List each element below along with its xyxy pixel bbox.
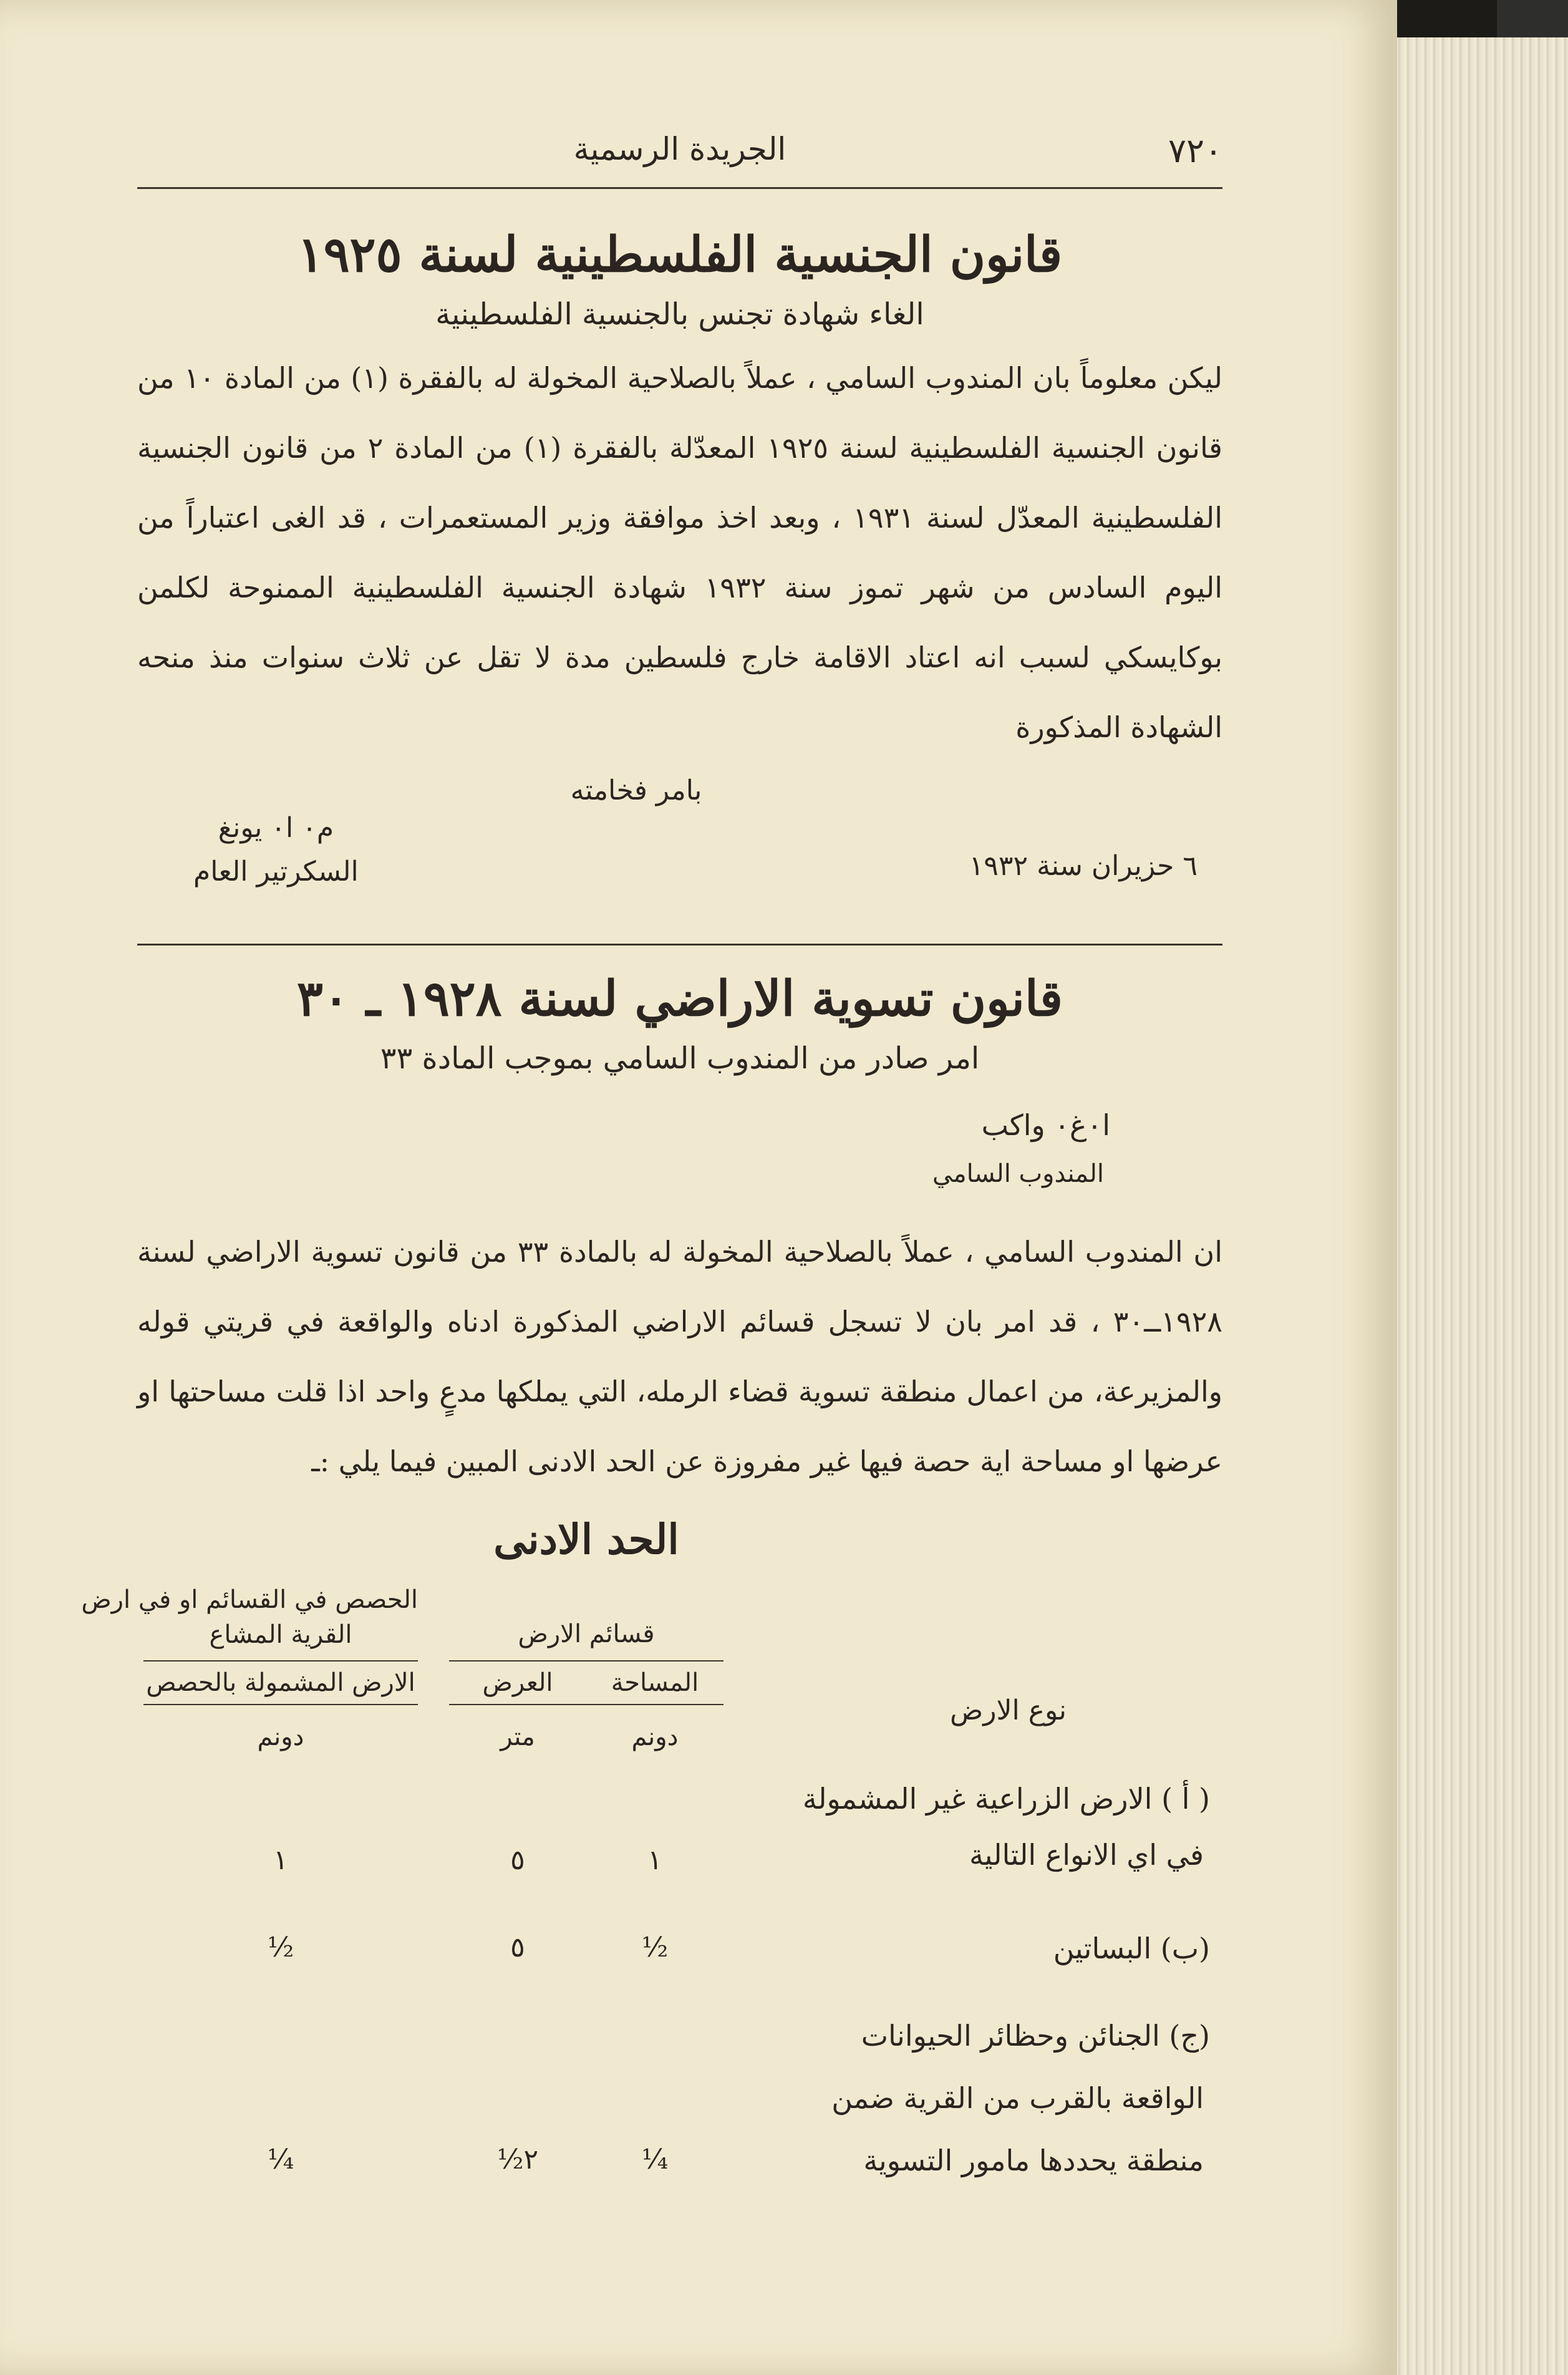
page-content xyxy=(81,106,1222,2331)
shares-group-header xyxy=(81,1582,418,1652)
row-c-shares: ¼ xyxy=(267,2144,294,2175)
row-c-area: ¼ xyxy=(641,2144,669,2175)
row-c-width: ٢½ xyxy=(496,2144,539,2175)
width-unit: متر xyxy=(500,1723,535,1751)
row-c-label-cont2: منطقة يحددها مامور التسوية xyxy=(863,2144,1204,2177)
signatory xyxy=(193,806,359,894)
signer-name: ا٠غ٠ واكب xyxy=(981,1108,1110,1142)
area-unit: دونم xyxy=(631,1723,679,1751)
shares-unit: دونم xyxy=(257,1723,304,1751)
shares-land-header: الارض المشمولة بالحصص xyxy=(146,1668,415,1697)
signatory-name: م٠ ا٠ يونغ xyxy=(218,812,334,844)
row-c-label: (ج) الجنائن وحظائر الحيوانات xyxy=(861,2019,1210,2053)
section-divider xyxy=(137,944,1222,946)
row-b-label: (ب) البساتين xyxy=(1053,1932,1210,1965)
running-header xyxy=(137,106,1222,189)
row-a-shares: ١ xyxy=(273,1844,288,1876)
by-order-line: بامر فخامته xyxy=(570,775,702,806)
row-b-shares: ½ xyxy=(267,1932,294,1963)
width-header: العرض xyxy=(482,1668,553,1697)
signatory-title: السكرتير العام xyxy=(193,856,359,888)
page-number: ٧٢٠ xyxy=(1168,131,1222,170)
section1-title: قانون الجنسية الفلسطينية لسنة ١٩٢٥ xyxy=(297,226,1063,283)
notice-date: ٦ حزيران سنة ١٩٣٢ xyxy=(969,850,1198,882)
row-a-area: ١ xyxy=(647,1844,662,1876)
signer-title: المندوب السامي xyxy=(932,1159,1104,1188)
parcels-header-rule xyxy=(449,1660,724,1662)
row-a-label: ( أ ) الارض الزراعية غير المشمولة xyxy=(802,1782,1210,1816)
row-c-label-cont1: الواقعة بالقرب من القرية ضمن xyxy=(831,2081,1204,2115)
row-a-label-cont: في اي الانواع التالية xyxy=(969,1838,1204,1872)
section1-subtitle: الغاء شهادة تجنس بالجنسية الفلسطينية xyxy=(435,297,924,332)
section2-title: قانون تسوية الاراضي لسنة ١٩٢٨ ـ ٣٠ xyxy=(296,970,1063,1027)
shares-group-header-line2: القرية المشاع xyxy=(209,1620,352,1649)
land-type-header: نوع الارض xyxy=(950,1695,1067,1726)
minimum-size-table xyxy=(81,1582,1222,2331)
shares-subheader-rule xyxy=(143,1704,418,1705)
area-header: المساحة xyxy=(611,1668,699,1697)
parcels-subheader-rule xyxy=(449,1704,724,1705)
shares-group-header-line1: الحصص في القسائم او في ارض xyxy=(81,1585,418,1614)
section2-subtitle: امر صادر من المندوب السامي بموجب المادة ٣٣ xyxy=(380,1041,980,1076)
shares-header-rule xyxy=(143,1660,418,1662)
high-commissioner-block xyxy=(137,1101,1110,1198)
row-b-area: ½ xyxy=(641,1932,669,1963)
row-b-width: ٥ xyxy=(510,1932,525,1963)
section2-paragraph: ان المندوب السامي ، عملاً بالصلاحية المخولة له بالمادة ٣٣ من قانون تسوية الاراضي لسنة ١٩٢٨ــ٣٠ ، قد امر بان لا تسجل قسائم الاراضي المذكورة ادناه والواقعة في قريتي قوله والمزيرعة، من اعمال منطقة تسوية قضاء الرمله، التي يملكها مدعٍ واحد اذا قلت مساحتها او عرضها او مساحة اية حصة فيها غير مفروزة عن الحد الادنى المبين فيما يلي :ـ xyxy=(137,1235,1222,1478)
section1-paragraph: ليكن معلوماً بان المندوب السامي ، عملاً بالصلاحية المخولة له بالفقرة (١) من المادة ١٠ من قانون الجنسية الفلسطينية لسنة ١٩٢٥ المعدّلة بالفقرة (١) من المادة ٢ من قانون الجنسية الفلسطينية المعدّل لسنة ١٩٣١ ، وبعد اخذ موافقة وزير المستعمرات ، قد الغى اعتباراً من اليوم السادس من شهر تموز سنة ١٩٣٢ شهادة الجنسية الفلسطينية الممنوحة لكلمن بوكايسكي لسبب انه اعتاد الاقامة خارج فلسطين مدة لا تقل عن ثلاث سنوات منذ منحه الشهادة المذكورة xyxy=(137,361,1222,744)
signature-block xyxy=(137,806,1222,925)
minimum-table-title: الحد الادنى xyxy=(493,1515,679,1564)
gazette-title: الجريدة الرسمية xyxy=(573,131,786,167)
parcels-group-header: قسائم الارض xyxy=(518,1620,655,1648)
row-a-width: ٥ xyxy=(510,1844,525,1876)
